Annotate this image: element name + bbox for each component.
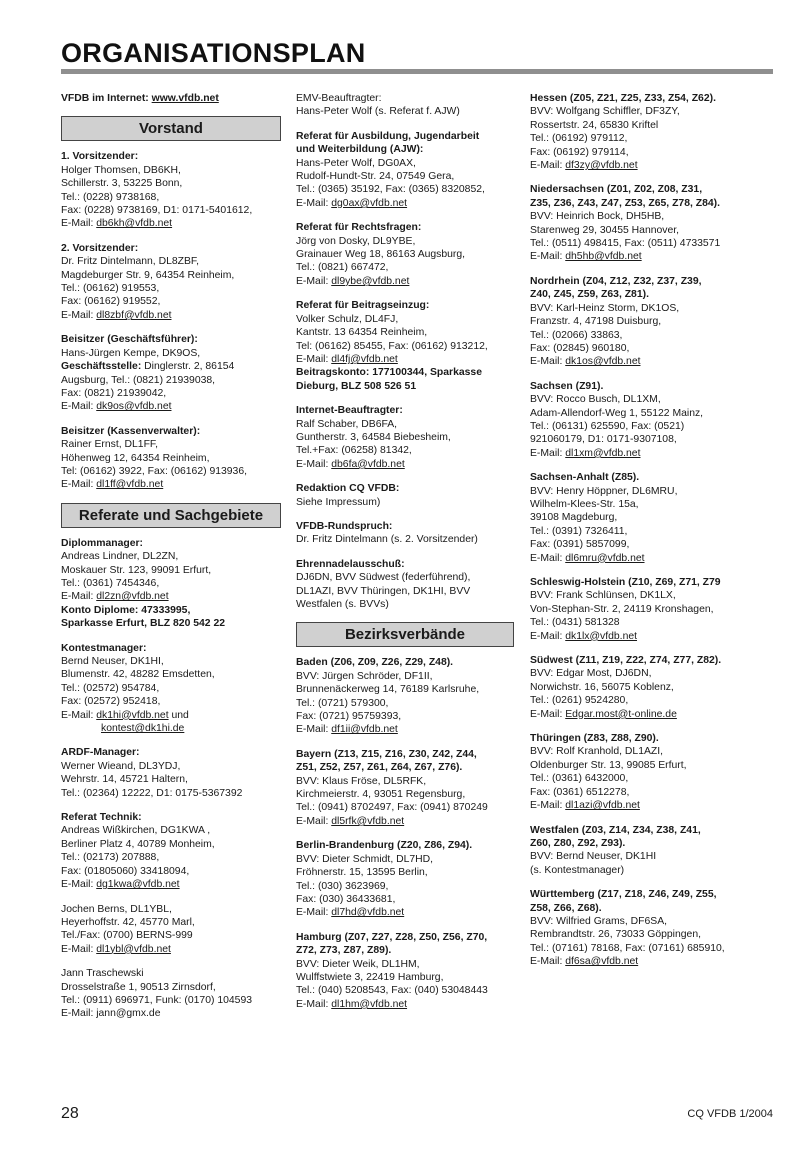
email-link[interactable]: dk1lx@vfdb.net [565,630,638,642]
entry-line: Tel.: (0228) 9738168, [61,191,160,203]
entry-line: Andreas Wißkirchen, DG1KWA , [61,825,211,837]
entry-line: Tel.: (02364) 12222, D1: 0175-5367392 [61,787,243,799]
page-number: 28 [61,1105,79,1122]
entry-line: BVV: Dieter Schmidt, DL7HD, [296,853,434,865]
issue-label: CQ VFDB 1/2004 [687,1108,773,1120]
entry-nordrhein [530,275,776,369]
entry-line: Norwichstr. 16, 56075 Koblenz, [530,681,674,693]
email-label: E-Mail: [296,724,329,736]
email-link-2[interactable]: kontest@dk1hi.de [101,723,185,735]
entry-heading: 1. Vorsitzender: [61,151,139,163]
email-link[interactable]: dk9os@vfdb.net [96,401,172,413]
account-line: Konto Diplome: 47333995, [61,604,191,616]
entry-line: Ralf Schaber, DB6FA, [296,418,398,430]
email-link[interactable]: dl1hm@vfdb.net [331,998,408,1010]
email-label: E-Mail: [61,401,94,413]
email-link[interactable]: df3zy@vfdb.net [565,160,638,172]
entry-line: Schillerstr. 3, 53225 Bonn, [61,178,183,190]
entry-line: Volker Schulz, DL4FJ, [296,313,399,325]
email-label: E-Mail: [530,708,563,720]
email-link[interactable]: dk1os@vfdb.net [565,356,641,368]
internet-link[interactable]: www.vfdb.net [151,93,219,104]
email-label: E-Mail: [530,160,563,172]
email-link[interactable]: dg1kwa@vfdb.net [96,879,180,891]
entry-heading: Ehrennadelausschuß: [296,558,405,570]
entry-line: Jochen Berns, DL1YBL, [61,903,172,915]
entry-line: BVV: Edgar Most, DJ6DN, [530,668,652,680]
entry-bayern [296,748,514,828]
entry-line: Blumenstr. 42, 48282 Emsdetten, [61,669,215,681]
entry-line: Rossertstr. 24, 65830 Kriftel [530,119,659,131]
entry-heading: Referat Technik: [61,812,142,824]
entry-line: Fax: (0361) 6512278, [530,786,630,798]
section-header-vorstand: Vorstand [61,116,281,141]
entry-line: Fax: (02845) 960180, [530,342,630,354]
entry-line: Tel.: (0911) 696971, Funk: (0170) 104593 [61,994,253,1006]
entry-line: (s. Kontestmanager) [530,864,625,876]
entry-line: Fax: (0721) 95759393, [296,711,402,723]
email-label: E-Mail: [530,800,563,812]
section-header-referate: Referate und Sachgebiete [61,503,281,528]
geschaeftsstelle-text: Dinglerstr. 2, 86154 [141,361,235,373]
entry-heading: Referat für Rechtsfragen: [296,222,422,234]
entry-line: BVV: Henry Höppner, DL6MRU, [530,485,678,497]
email-label: E-Mail: [530,630,563,642]
entry-line: Tel.: (0511) 498415, Fax: (0511) 4733571 [530,238,721,250]
entry-heading: Diplommanager: [61,537,143,549]
entry-wuerttemberg [530,888,776,968]
entry-line: Fax: (06162) 919552, [61,296,161,308]
entry-line: Brunnenäckerweg 14, 76189 Karlsruhe, [296,684,480,696]
account-line: Dieburg, BLZ 508 526 51 [296,380,417,392]
entry-line: EMV-Beauftragter: [296,93,382,104]
email-link[interactable]: dl6mru@vfdb.net [565,552,645,564]
entry-line: Adam-Allendorf-Weg 1, 55122 Mainz, [530,407,704,419]
entry-line: Tel.: (030) 3623969, [296,880,389,892]
entry-redaktion [296,482,514,509]
entry-line: Moskauer Str. 123, 99091 Erfurt, [61,564,212,576]
entry-line: Grainauer Weg 18, 86163 Augsburg, [296,249,466,261]
entry-diplommanager [61,537,281,631]
entry-heading: Bayern (Z13, Z15, Z16, Z30, Z42, Z44, [296,748,477,760]
entry-line: Tel.: (02066) 33863, [530,329,623,341]
email-link[interactable]: dl8zbf@vfdb.net [96,309,172,321]
email-label: E-Mail: [61,709,94,721]
entry-line: Tel: (06162) 85455, Fax: (06162) 913212, [296,340,488,352]
entry-heading: Z51, Z52, Z57, Z61, Z64, Z67, Z76). [296,762,463,774]
email-link[interactable]: dk1hi@vfdb.net [96,709,169,721]
entry-line: BVV: Rolf Kranhold, DL1AZI, [530,746,664,758]
entry-line: E-Mail: jann@gmx.de [61,1008,161,1020]
entry-ajw [296,130,514,210]
entry-line: Tel.: (0821) 667472, [296,262,389,274]
entry-heading: Hamburg (Z07, Z27, Z28, Z50, Z56, Z70, [296,931,488,943]
email-link[interactable]: df6sa@vfdb.net [565,956,639,968]
entry-line: Andreas Lindner, DL2ZN, [61,551,179,563]
entry-heading: Hessen (Z05, Z21, Z25, Z33, Z54, Z62). [530,93,716,104]
entry-line: Magdeburger Str. 9, 64354 Reinheim, [61,269,235,281]
entry-line: Rainer Ernst, DL1FF, [61,439,159,451]
entry-heading: Westfalen (Z03, Z14, Z34, Z38, Z41, [530,824,701,836]
entry-line: Tel.: (0365) 35192, Fax: (0365) 8320852, [296,184,485,196]
entry-line: Tel.: (02572) 954784, [61,682,160,694]
entry-line: Berliner Platz 4, 40789 Monheim, [61,838,215,850]
entry-line: Fax: (06192) 979114, [530,146,629,158]
entry-line: Rembrandtstr. 26, 73033 Göppingen, [530,929,701,941]
entry-geschaeftsfuehrer [61,333,281,413]
entry-heading: Redaktion CQ VFDB: [296,483,400,495]
entry-line: Siehe Impressum) [296,496,381,508]
entry-line: Holger Thomsen, DB6KH, [61,164,181,176]
email-label: E-Mail: [530,447,563,459]
entry-line: BVV: Heinrich Bock, DH5HB, [530,211,665,223]
entry-2-vorsitzender [61,242,281,322]
entry-line: Tel.+Fax: (06258) 81342, [296,445,412,457]
section-header-bezirksverbaende: Bezirksverbände [296,622,514,647]
entry-line: Westfalen (s. BVVs) [296,599,389,610]
entry-line: Tel.: (0941) 8702497, Fax: (0941) 870249 [296,802,488,814]
entry-baden [296,656,514,736]
entry-heading: Sachsen (Z91). [530,380,604,392]
entry-line: Werner Wieand, DL3YDJ, [61,760,181,772]
page-title: ORGANISATIONSPLAN [61,38,366,68]
entry-line: Höhenweg 12, 64354 Reinheim, [61,452,210,464]
entry-line: Tel.: (040) 5208543, Fax: (040) 53048443 [296,985,488,997]
entry-line: 39108 Magdeburg, [530,512,618,524]
email-link[interactable]: dl1azi@vfdb.net [565,800,640,812]
entry-line: Oldenburger Str. 13, 99085 Erfurt, [530,759,687,771]
entry-heading: Berlin-Brandenburg (Z20, Z86, Z94). [296,840,473,852]
email-link[interactable]: dl1ybl@vfdb.net [96,943,171,955]
entry-heading: Referat für Ausbildung, Jugendarbeit [296,130,480,142]
entry-line: Hans-Peter Wolf (s. Referat f. AJW) [296,106,460,118]
email-link[interactable]: dl1xm@vfdb.net [565,447,641,459]
email-label: E-Mail: [61,218,94,230]
entry-line: Tel.: (06162) 919553, [61,283,160,295]
column-right [530,92,776,980]
entry-line: Tel.: (0261) 9524280, [530,695,629,707]
entry-referat-technik [61,811,281,891]
entry-beitragseinzug [296,299,514,393]
entry-heading: Z40, Z45, Z59, Z63, Z81). [530,289,649,301]
entry-line: Hans-Jürgen Kempe, DK9OS, [61,347,201,359]
email-link[interactable]: dl4fj@vfdb.net [331,353,398,365]
entry-line: Tel: (06162) 3922, Fax: (06162) 913936, [61,465,248,477]
email-label: E-Mail: [61,479,94,491]
entry-line: BVV: Klaus Fröse, DL5RFK, [296,775,427,787]
email-link[interactable]: dh5hb@vfdb.net [565,251,642,263]
email-link[interactable]: dg0ax@vfdb.net [331,197,408,209]
entry-line: BVV: Frank Schlünsen, DK1LX, [530,590,676,602]
email-link[interactable]: db6kh@vfdb.net [96,218,173,230]
email-label: E-Mail: [61,591,94,603]
entry-heading: Z58, Z66, Z68). [530,902,602,914]
entry-internet-beauftragter [296,404,514,471]
entry-line: Guntherstr. 3, 64584 Biebesheim, [296,431,451,443]
entry-heading: Nordrhein (Z04, Z12, Z32, Z37, Z39, [530,275,702,287]
entry-heading: Baden (Z06, Z09, Z26, Z29, Z48). [296,657,454,669]
entry-line: BVV: Rocco Busch, DL1XM, [530,394,661,406]
entry-line: Augsburg, Tel.: (0821) 21939038, [61,374,216,386]
entry-rechtsfragen [296,221,514,288]
entry-heading: Kontestmanager: [61,642,147,654]
entry-line: DL1AZI, BVV Thüringen, DK1HI, BVV [296,585,471,597]
entry-sachsen-anhalt [530,471,776,565]
email-label: E-Mail: [61,879,94,891]
entry-line: BVV: Bernd Neuser, DK1HI [530,851,657,863]
entry-berlin-brandenburg [296,839,514,919]
entry-line: BVV: Dieter Weik, DL1HM, [296,958,420,970]
entry-line: Fax: (02572) 952418, [61,696,161,708]
account-line: Beitragskonto: 177100344, Sparkasse [296,367,482,379]
entry-line: Franzstr. 4, 47198 Duisburg, [530,316,662,328]
entry-line: Hans-Peter Wolf, DG0AX, [296,157,416,169]
entry-line: Heyerhoffstr. 42, 45770 Marl, [61,916,195,928]
entry-line: DJ6DN, BVV Südwest (federführend), [296,572,471,584]
entry-ardf-manager [61,746,281,800]
email-label: E-Mail: [530,552,563,564]
email-link[interactable]: dl7hd@vfdb.net [331,907,405,919]
entry-ehrennadel [296,558,514,612]
entry-heading: Z35, Z36, Z43, Z47, Z53, Z65, Z78, Z84). [530,197,720,209]
entry-line: Tel.: (0431) 581328 [530,617,620,629]
entry-line: Tel./Fax: (0700) BERNS-999 [61,930,193,942]
email-link[interactable]: df1ii@vfdb.net [331,724,398,736]
entry-1-vorsitzender [61,150,281,230]
email-label: E-Mail: [296,275,329,287]
entry-line: Fax: (030) 36433681, [296,893,396,905]
entry-line: Tel.: (06131) 625590, Fax: (0521) [530,420,685,432]
entry-heading: VFDB-Rundspruch: [296,520,393,532]
entry-line: Tel.: (0361) 6432000, [530,773,629,785]
email-label: E-Mail: [296,458,329,470]
entry-line: Tel.: (02173) 207888, [61,852,160,864]
entry-jann-traschewski [61,967,281,1021]
email-label: E-Mail: [530,956,563,968]
entry-kassenverwalter [61,425,281,492]
email-label: E-Mail: [530,251,563,263]
entry-heading: Niedersachsen (Z01, Z02, Z08, Z31, [530,184,703,196]
entry-sachsen [530,380,776,460]
email-label: E-Mail: [296,907,329,919]
entry-hamburg [296,931,514,1011]
entry-line: Jörg von Dosky, DL9YBE, [296,235,416,247]
email-link[interactable]: dl1ff@vfdb.net [96,479,164,491]
entry-line: 921060179, D1: 0171-9307108, [530,434,677,446]
email-label: E-Mail: [296,998,329,1010]
entry-heading: Z60, Z80, Z92, Z93). [530,837,626,849]
entry-line: Rudolf-Hundt-Str. 24, 07549 Gera, [296,171,455,183]
entry-heading: Südwest (Z11, Z19, Z22, Z74, Z77, Z82). [530,655,722,667]
entry-line: Kirchmeierstr. 4, 93051 Regensburg, [296,789,466,801]
entry-line: Drosselstraße 1, 90513 Zirnsdorf, [61,981,216,993]
entry-heading: 2. Vorsitzender: [61,242,139,254]
email-link[interactable]: dl5rfk@vfdb.net [331,815,405,827]
internet-line [61,92,281,105]
entry-heading: Z72, Z73, Z87, Z89). [296,945,392,957]
entry-line: Von-Stephan-Str. 2, 24119 Kronshagen, [530,603,714,615]
email-label: E-Mail: [296,815,329,827]
entry-line: Jann Traschewski [61,968,144,980]
entry-line: Bernd Neuser, DK1HI, [61,656,164,667]
entry-line: Tel.: (0391) 7326411, [530,525,628,537]
column-middle [296,92,514,1022]
entry-heading: Thüringen (Z83, Z88, Z90). [530,733,659,745]
entry-line: Tel.: (0721) 579300, [296,697,389,709]
and-text: und [168,709,189,721]
entry-line: BVV: Wolfgang Schiffler, DF3ZY, [530,106,680,118]
entry-line: Starenweg 29, 30455 Hannover, [530,224,680,236]
entry-heading: Internet-Beauftragter: [296,405,403,417]
entry-emv [296,92,514,119]
entry-line: Kantstr. 13 64354 Reinheim, [296,327,428,339]
entry-line: Dr. Fritz Dintelmann (s. 2. Vorsitzender) [296,534,478,546]
entry-niedersachsen [530,183,776,263]
entry-line: Fax: (01805060) 33418094, [61,865,190,877]
entry-line: Fax: (0391) 5857099, [530,539,630,551]
email-label: E-Mail: [61,309,94,321]
geschaeftsstelle-label: Geschäftsstelle: [61,361,142,373]
entry-heading: und Weiterbildung (AJW): [296,144,424,156]
email-link[interactable]: dl9ybe@vfdb.net [331,275,410,287]
entry-heading: Referat für Beitragseinzug: [296,300,430,312]
entry-line: Tel.: (06192) 979112, [530,133,628,145]
entry-line: Tel.: (0361) 7454346, [61,577,160,589]
entry-line: Fröhnerstr. 15, 13595 Berlin, [296,867,428,879]
entry-schleswig-holstein [530,576,776,643]
entry-line: Fax: (0821) 21939042, [61,387,167,399]
entry-westfalen [530,824,776,878]
entry-line: Fax: (0228) 9738169, D1: 0171-5401612, [61,205,253,217]
email-label: E-Mail: [61,943,94,955]
entry-heading: Sachsen-Anhalt (Z85). [530,472,640,484]
entry-line: Wehrstr. 14, 45721 Haltern, [61,774,188,786]
entry-suedwest [530,654,776,721]
entry-jochen-berns [61,903,281,957]
email-label: E-Mail: [296,197,329,209]
entry-line: BVV: Karl-Heinz Storm, DK1OS, [530,302,680,314]
entry-line: Tel.: (07161) 78168, Fax: (07161) 685910, [530,942,725,954]
entry-kontestmanager [61,642,281,736]
entry-hessen [530,92,776,172]
entry-thueringen [530,732,776,812]
entry-heading: Beisitzer (Kassenverwalter): [61,425,201,437]
entry-heading: Württemberg (Z17, Z18, Z46, Z49, Z55, [530,889,717,901]
entry-line: Wilhelm-Klees-Str. 15a, [530,498,639,510]
internet-label: VFDB im Internet: [61,93,149,104]
email-label: E-Mail: [530,356,563,368]
entry-line: Wulffstwiete 3, 22419 Hamburg, [296,971,444,983]
column-left [61,92,281,1032]
entry-heading: ARDF-Manager: [61,747,140,759]
entry-line: BVV: Jürgen Schröder, DF1II, [296,670,433,682]
email-link[interactable]: Edgar.most@t-online.de [565,708,677,720]
entry-rundspruch [296,520,514,547]
entry-line: BVV: Wilfried Grams, DF6SA, [530,915,668,927]
entry-heading: Beisitzer (Geschäftsführer): [61,334,198,346]
account-line: Sparkasse Erfurt, BLZ 820 542 22 [61,618,226,630]
entry-heading: Schleswig-Holstein (Z10, Z69, Z71, Z79 [530,577,721,588]
entry-line: Dr. Fritz Dintelmann, DL8ZBF, [61,256,199,268]
email-link[interactable]: db6fa@vfdb.net [331,458,405,470]
email-link[interactable]: dl2zn@vfdb.net [96,591,169,603]
email-label: E-Mail: [296,353,329,365]
title-rule [61,69,773,74]
